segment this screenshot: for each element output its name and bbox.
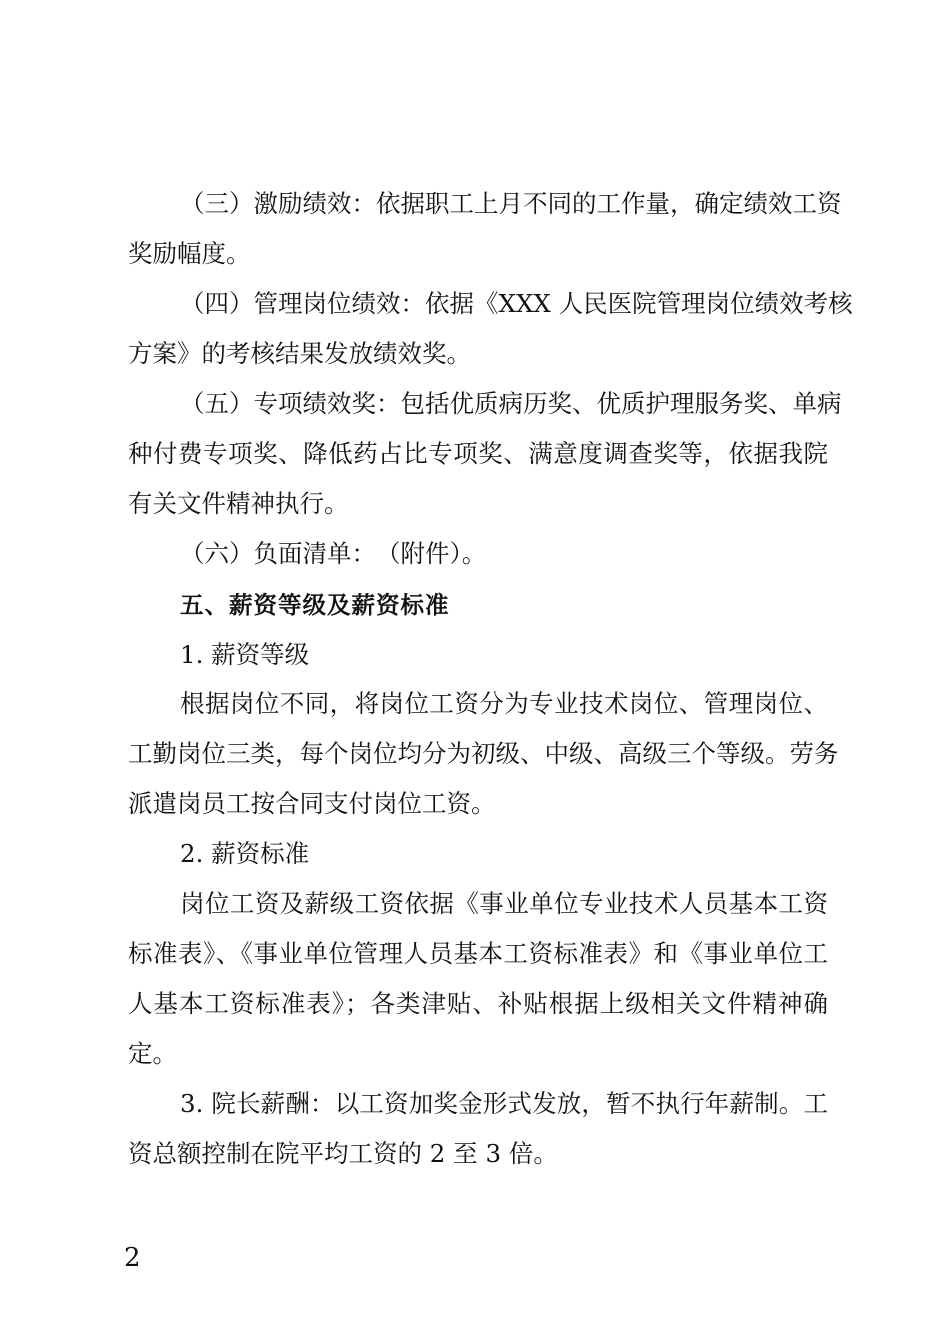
paragraph-4-line-2: 方案》的考核结果发放绩效奖。 bbox=[128, 339, 471, 368]
president-pay-line-1: 3. 院长薪酬：以工资加奖金形式发放，暂不执行年薪制。工 bbox=[180, 1089, 828, 1118]
president-pay-line-2: 资总额控制在院平均工资的 2 至 3 倍。 bbox=[128, 1139, 558, 1168]
salary-standard-line-2: 标准表》、《事业单位管理人员基本工资标准表》和《事业单位工 bbox=[128, 939, 828, 968]
subheading-salary-grade: 1. 薪资等级 bbox=[180, 640, 310, 669]
salary-grade-line-3: 派遣岗员工按合同支付岗位工资。 bbox=[128, 789, 496, 818]
salary-standard-line-1: 岗位工资及薪级工资依据《事业单位专业技术人员基本工资 bbox=[180, 889, 828, 918]
paragraph-4-line-1: （四）管理岗位绩效：依据《XXX 人民医院管理岗位绩效考核 bbox=[180, 289, 853, 318]
section-heading: 五、薪资等级及薪资标准 bbox=[180, 591, 450, 619]
paragraph-5-line-2: 种付费专项奖、降低药占比专项奖、满意度调查奖等，依据我院 bbox=[128, 439, 828, 468]
salary-grade-line-1: 根据岗位不同，将岗位工资分为专业技术岗位、管理岗位、 bbox=[180, 689, 828, 718]
paragraph-3-line-1: （三）激励绩效：依据职工上月不同的工作量，确定绩效工资 bbox=[180, 189, 842, 218]
paragraph-6-line-1: （六）负面清单： （附件）。 bbox=[180, 539, 487, 568]
salary-grade-line-2: 工勤岗位三类，每个岗位均分为初级、中级、高级三个等级。劳务 bbox=[128, 739, 839, 768]
salary-standard-line-4: 定。 bbox=[128, 1039, 177, 1068]
paragraph-3-line-2: 奖励幅度。 bbox=[128, 239, 251, 268]
subheading-salary-standard: 2. 薪资标准 bbox=[180, 839, 310, 868]
salary-standard-line-3: 人基本工资标准表》；各类津贴、补贴根据上级相关文件精神确 bbox=[128, 989, 828, 1018]
page-number: 2 bbox=[124, 1243, 141, 1273]
paragraph-5-line-1: （五）专项绩效奖：包括优质病历奖、优质护理服务奖、单病 bbox=[180, 389, 842, 418]
paragraph-5-line-3: 有关文件精神执行。 bbox=[128, 489, 349, 518]
